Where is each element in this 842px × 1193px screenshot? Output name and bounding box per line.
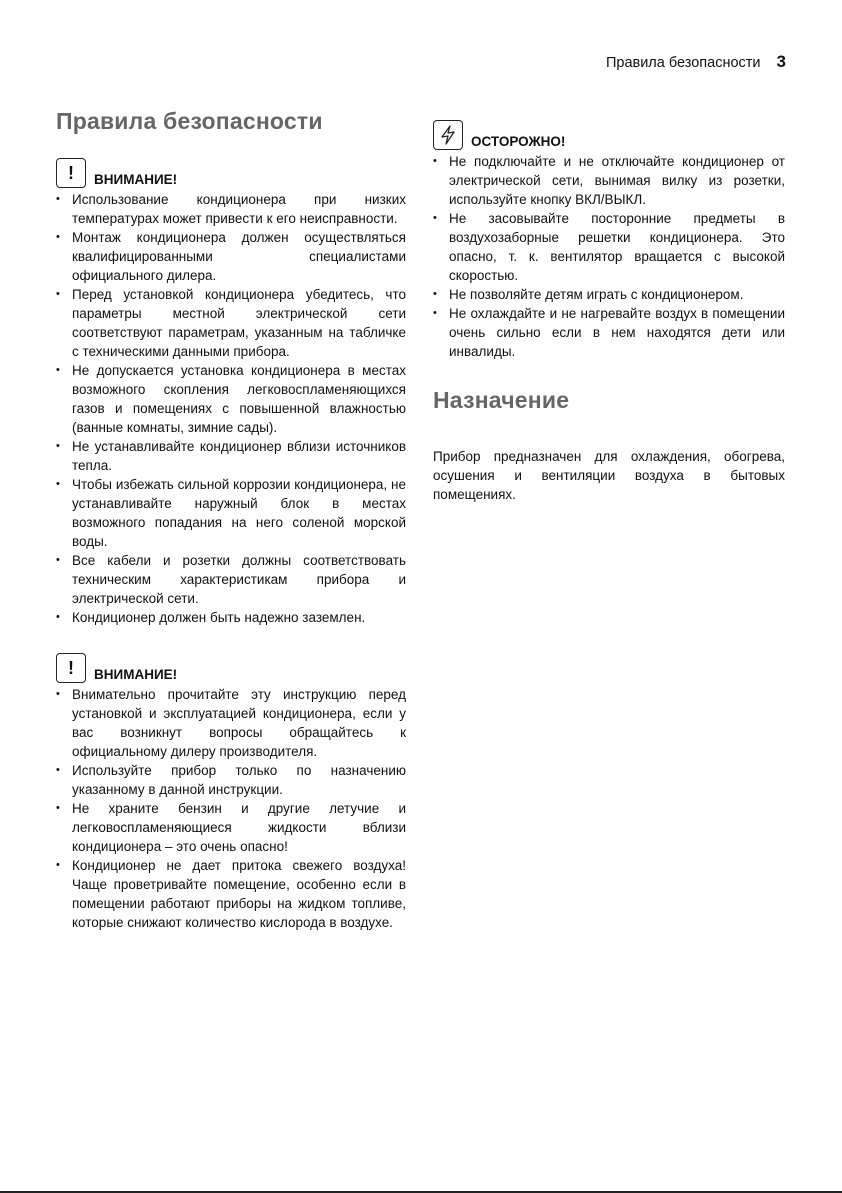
- header-title: Правила безопасности: [605, 55, 761, 71]
- warning-header-2: [56, 651, 406, 683]
- list-item: • Используйте прибор только по назначению указанному в данной инструкции.: [56, 761, 406, 799]
- list-item: • Чтобы избежать сильной коррозии кондиционера, не устанавливайте наружный блок в местах возможного попадания на него соленой морской воды.: [56, 475, 406, 551]
- list-item: • Внимательно прочитайте эту инструкцию перед установкой и эксплуатацией кондиционера, если у вас возникнут вопросы обращайтесь к официальному дилеру производителя.: [56, 685, 406, 761]
- list-item: • Не позволяйте детям играть с кондиционером.: [433, 285, 785, 304]
- warning-list-2: [56, 685, 406, 932]
- list-item: • Все кабели и розетки должны соответствовать техническим характеристикам прибора и электрической сети.: [56, 551, 406, 608]
- page-header: [606, 52, 786, 72]
- exclamation-icon: !: [56, 158, 86, 188]
- warning-title: ВНИМАНИЕ!: [94, 172, 178, 187]
- warning-title: ВНИМАНИЕ!: [94, 667, 178, 682]
- lightning-icon: [433, 120, 463, 150]
- list-item: • Не подключайте и не отключайте кондиционер от электрической сети, вынимая вилку из розетки, используйте кнопку ВКЛ/ВЫКЛ.: [433, 152, 785, 209]
- list-item: • Кондиционер должен быть надежно заземлен.: [56, 608, 406, 627]
- caution-header: [433, 118, 785, 150]
- list-item: • Перед установкой кондиционера убедитесь, что параметры местной электрической сети соответствуют параметрам, указанным на табличке с техническими данными прибора.: [56, 285, 406, 361]
- left-column: [56, 108, 406, 932]
- right-column: [433, 108, 785, 504]
- section-heading-safety: Правила безопасности: [56, 108, 323, 134]
- list-item: • Использование кондиционера при низких температурах может привести к его неисправности.: [56, 190, 406, 228]
- caution-list: [433, 152, 785, 361]
- section-heading-purpose: Назначение: [433, 387, 570, 413]
- list-item: • Монтаж кондиционера должен осуществляться квалифицированными специалистами официального дилера.: [56, 228, 406, 285]
- list-item: • Не допускается установка кондиционера в местах возможного скопления легковоспламеняющихся газов и помещениях с повышенной влажностью (ванные комнаты, зимние сады).: [56, 361, 406, 437]
- list-item: • Не охлаждайте и не нагревайте воздух в помещении очень сильно если в нем находятся дети или инвалиды.: [433, 304, 785, 361]
- exclamation-icon: !: [56, 653, 86, 683]
- list-item: • Не засовывайте посторонние предметы в воздухозаборные решетки кондиционера. Это опасно, т. к. вентилятор вращается с высокой скоростью.: [433, 209, 785, 285]
- warning-header-1: [56, 156, 406, 188]
- warning-list-1: [56, 190, 406, 627]
- caution-title: ОСТОРОЖНО!: [471, 134, 566, 149]
- purpose-text: Прибор предназначен для охлаждения, обогрева, осушения и вентиляции воздуха в бытовых помещениях.: [433, 449, 785, 502]
- page-number: 3: [776, 52, 786, 71]
- list-item: • Кондиционер не дает притока свежего воздуха! Чаще проветривайте помещение, особенно если в помещении работают приборы на жидком топливе, которые снижают количество кислорода в воздухе.: [56, 856, 406, 932]
- list-item: • Не храните бензин и другие летучие и легковоспламеняющиеся жидкости вблизи кондиционера – это очень опасно!: [56, 799, 406, 856]
- list-item: • Не устанавливайте кондиционер вблизи источников тепла.: [56, 437, 406, 475]
